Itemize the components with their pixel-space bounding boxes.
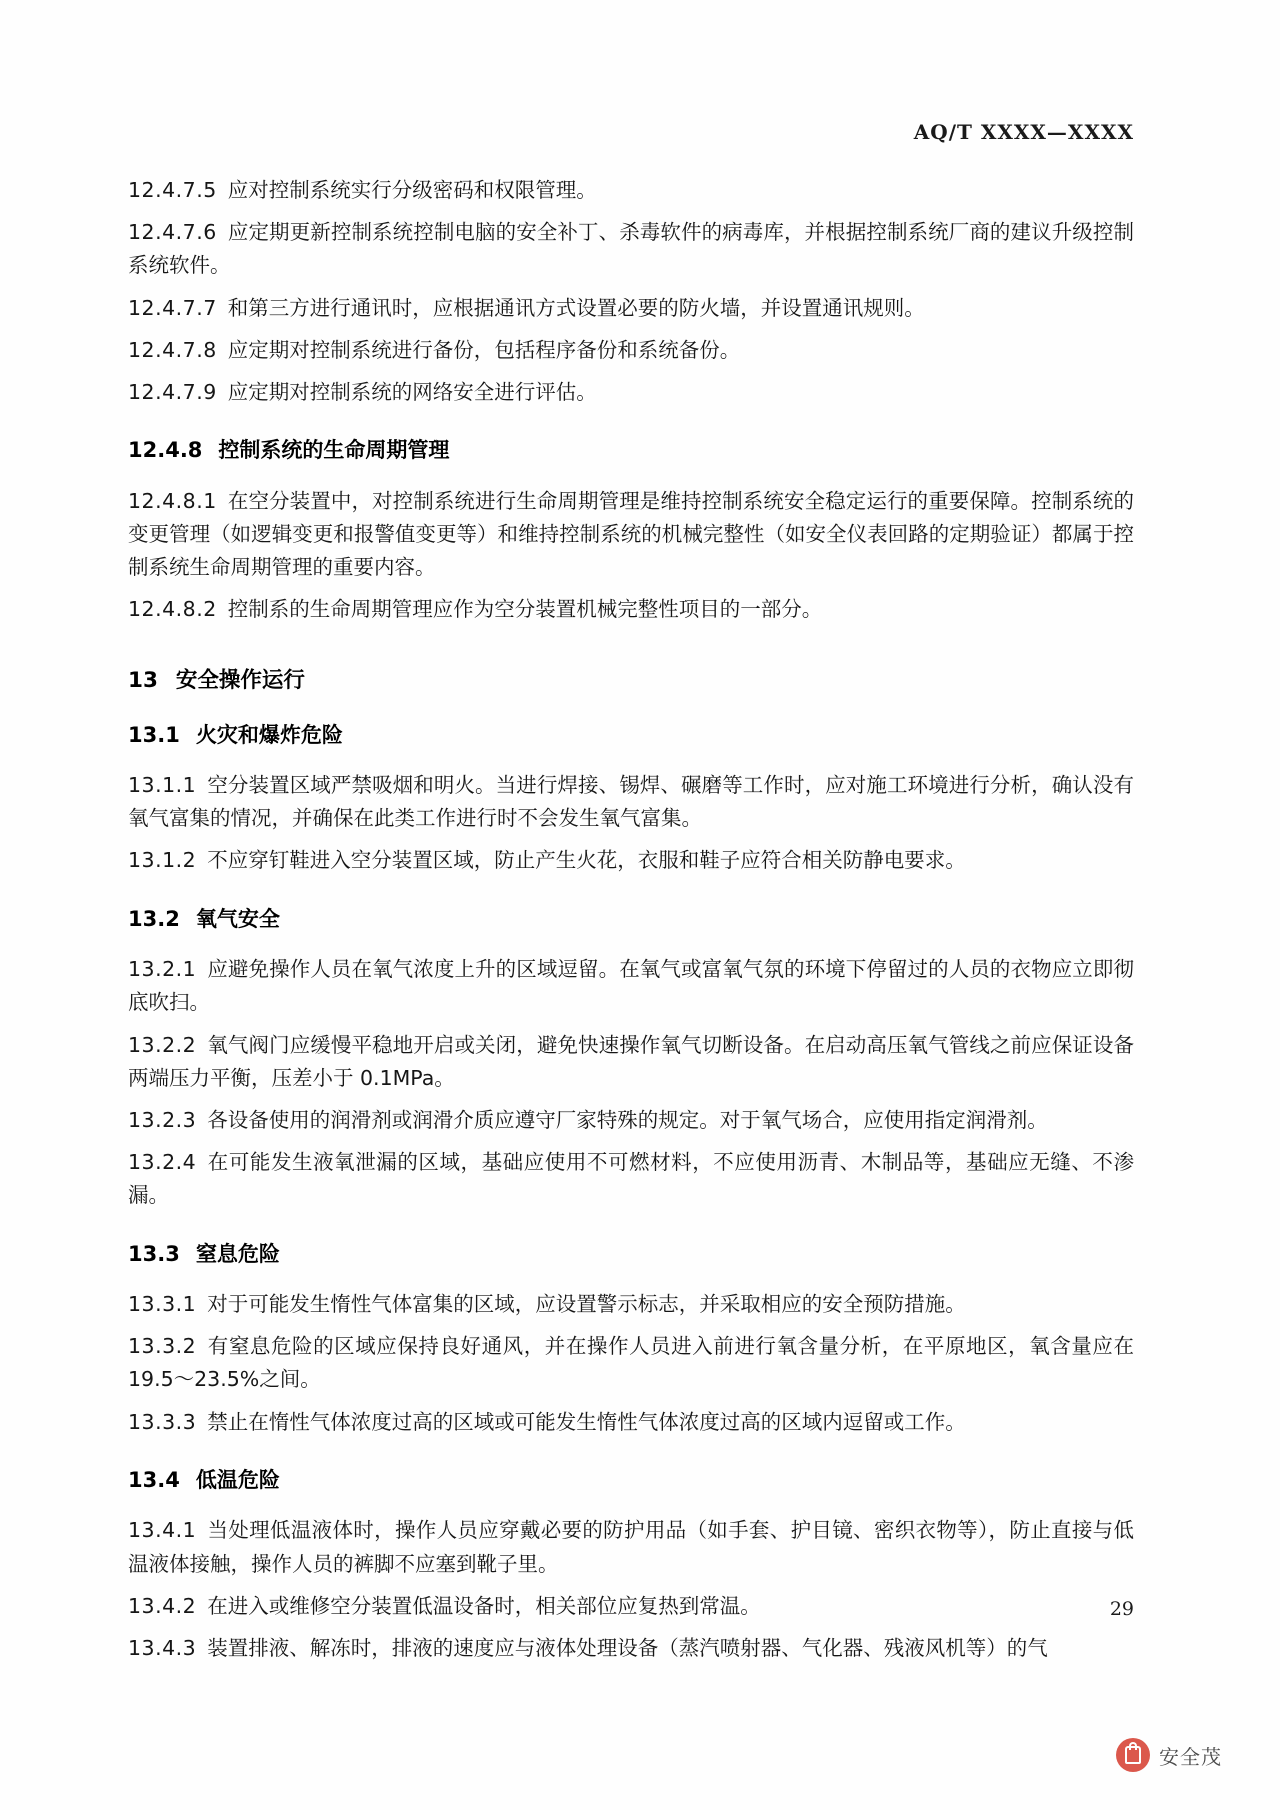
clause-text: 在空分装置中，对控制系统进行生命周期管理是维持控制系统安全稳定运行的重要保障。控制系统的变更管理（如逻辑变更和报警值变更等）和维持控制系统的机械完整性（如安全仪表回路的定期验证）都属于控制系统生命周期管理的重要内容。 — [128, 488, 1134, 580]
clause-number: 13.1 — [128, 722, 180, 747]
clause-number: 13.4.2 — [128, 1593, 197, 1618]
clause-text: 应避免操作人员在氧气浓度上升的区域逗留。在氧气或富氧气氛的环境下停留过的人员的衣物应立即彻底吹扫。 — [128, 957, 1134, 1015]
clause-paragraph — [128, 1104, 1134, 1137]
clause-number: 13.3.2 — [128, 1334, 197, 1359]
clause-number: 12.4.8.2 — [128, 597, 217, 622]
clause-text: 应定期更新控制系统控制电脑的安全补丁、杀毒软件的病毒库，并根据控制系统厂商的建议升级控制系统软件。 — [128, 220, 1134, 278]
clause-text: 应定期对控制系统的网络安全进行评估。 — [227, 380, 597, 405]
section-heading — [128, 435, 1134, 467]
clause-text: 和第三方进行通讯时，应根据通讯方式设置必要的防火墙，并设置通讯规则。 — [227, 295, 925, 320]
clause-text: 氧气安全 — [195, 906, 280, 931]
clause-paragraph — [128, 1514, 1134, 1580]
clause-text: 窒息危险 — [195, 1241, 280, 1266]
clause-paragraph — [128, 292, 1134, 325]
shield-lock-icon — [1116, 1738, 1150, 1772]
clause-paragraph — [128, 844, 1134, 877]
clause-number: 12.4.7.9 — [128, 380, 217, 405]
document-header-code: AQ/T XXXX—XXXX — [913, 120, 1134, 144]
clause-paragraph — [128, 1632, 1134, 1665]
clause-text: 低温危险 — [195, 1467, 280, 1492]
document-body — [128, 174, 1134, 1665]
clause-text: 空分装置区域严禁吸烟和明火。当进行焊接、锡焊、碾磨等工作时，应对施工环境进行分析，确认没有氧气富集的情况，并确保在此类工作进行时不会发生氧气富集。 — [128, 773, 1134, 831]
clause-text: 装置排液、解冻时，排液的速度应与液体处理设备（蒸汽喷射器、气化器、残液风机等）的气 — [207, 1635, 1048, 1660]
section-heading — [128, 1239, 1134, 1271]
clause-number: 12.4.7.6 — [128, 220, 217, 245]
clause-text: 当处理低温液体时，操作人员应穿戴必要的防护用品（如手套、护目镜、密织衣物等），防止直接与低温液体接触，操作人员的裤脚不应塞到靴子里。 — [128, 1518, 1134, 1576]
clause-text: 禁止在惰性气体浓度过高的区域或可能发生惰性气体浓度过高的区域内逗留或工作。 — [207, 1409, 966, 1434]
clause-number: 12.4.7.7 — [128, 295, 217, 320]
clause-paragraph — [128, 1146, 1134, 1212]
clause-paragraph — [128, 334, 1134, 367]
clause-text: 应对控制系统实行分级密码和权限管理。 — [227, 178, 597, 202]
page-number: 29 — [1109, 1598, 1134, 1620]
clause-number: 13.4 — [128, 1467, 180, 1492]
clause-text: 各设备使用的润滑剂或润滑介质应遵守厂家特殊的规定。对于氧气场合，应使用指定润滑剂。 — [207, 1107, 1048, 1132]
section-heading — [128, 1465, 1134, 1497]
clause-text: 安全操作运行 — [175, 667, 305, 693]
clause-paragraph — [128, 485, 1134, 585]
clause-text: 有窒息危险的区域应保持良好通风，并在操作人员进入前进行氧含量分析，在平原地区，氧含量应在 19.5～23.5%之间。 — [128, 1334, 1134, 1392]
clause-text: 在可能发生液氧泄漏的区域，基础应使用不可燃材料，不应使用沥青、木制品等，基础应无缝、不渗漏。 — [128, 1150, 1134, 1208]
page-content — [128, 120, 1134, 1674]
clause-number: 13.3.1 — [128, 1292, 197, 1317]
clause-number: 13.1.2 — [128, 848, 197, 873]
clause-number: 13 — [128, 667, 158, 693]
clause-paragraph — [128, 953, 1134, 1019]
clause-number: 12.4.8.1 — [128, 488, 217, 513]
clause-number: 12.4.8 — [128, 438, 203, 463]
clause-number: 13.2.1 — [128, 957, 197, 982]
clause-number: 13.2.3 — [128, 1107, 197, 1132]
section-heading — [128, 904, 1134, 936]
clause-paragraph — [128, 769, 1134, 835]
clause-paragraph — [128, 1288, 1134, 1321]
clause-paragraph — [128, 1590, 1134, 1623]
clause-number: 13.2 — [128, 906, 180, 931]
clause-paragraph — [128, 593, 1134, 626]
clause-text: 应定期对控制系统进行备份，包括程序备份和系统备份。 — [227, 337, 741, 362]
clause-text: 控制系的生命周期管理应作为空分装置机械完整性项目的一部分。 — [227, 597, 823, 622]
clause-number: 13.2.2 — [128, 1032, 197, 1057]
clause-paragraph — [128, 216, 1134, 282]
clause-number: 13.1.1 — [128, 773, 197, 798]
clause-text: 对于可能发生惰性气体富集的区域，应设置警示标志，并采取相应的安全预防措施。 — [207, 1292, 966, 1317]
clause-text: 控制系统的生命周期管理 — [218, 438, 450, 463]
clause-paragraph — [128, 1406, 1134, 1439]
watermark-label: 安全茂 — [1159, 1744, 1222, 1769]
clause-number: 13.3 — [128, 1241, 180, 1266]
clause-number: 12.4.7.8 — [128, 337, 217, 362]
clause-text: 氧气阀门应缓慢平稳地开启或关闭，避免快速操作氧气切断设备。在启动高压氧气管线之前应保证设备两端压力平衡，压差小于 0.1MPa。 — [128, 1032, 1134, 1090]
clause-text: 在进入或维修空分装置低温设备时，相关部位应复热到常温。 — [207, 1593, 761, 1618]
section-heading — [128, 720, 1134, 752]
clause-number: 13.4.1 — [128, 1518, 197, 1543]
clause-paragraph — [128, 376, 1134, 409]
clause-number: 12.4.7.5 — [128, 178, 217, 202]
clause-paragraph — [128, 1330, 1134, 1396]
clause-paragraph — [128, 1029, 1134, 1095]
clause-number: 13.2.4 — [128, 1150, 197, 1175]
clause-paragraph — [128, 174, 1134, 207]
watermark — [1116, 1738, 1222, 1772]
clause-text: 火灾和爆炸危险 — [195, 722, 343, 747]
clause-number: 13.3.3 — [128, 1409, 197, 1434]
chapter-heading — [128, 663, 1134, 694]
clause-number: 13.4.3 — [128, 1635, 197, 1660]
clause-text: 不应穿钉鞋进入空分装置区域，防止产生火花，衣服和鞋子应符合相关防静电要求。 — [207, 848, 966, 873]
